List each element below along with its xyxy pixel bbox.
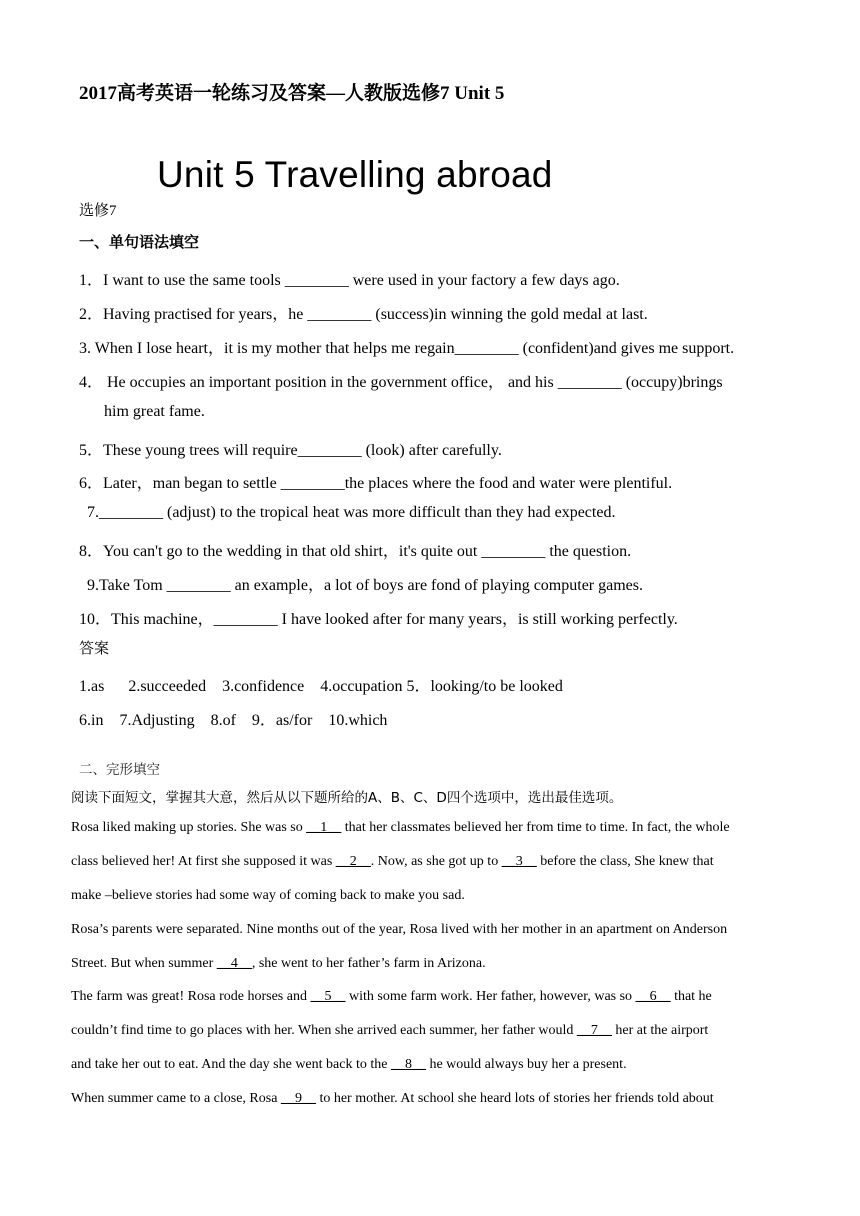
passage-text: Rosa liked making up stories. She was so — [71, 820, 307, 835]
passage-text: Street. But when summer — [71, 956, 217, 971]
question-line: 2．Having practised for years，he ________ (success)in winning the gold medal at last. — [79, 306, 648, 323]
cloze-blank: __8__ — [390, 1057, 426, 1072]
passage-text: Rosa’s parents were separated. Nine months out of the year, Rosa lived with her mother in an apartment on Anderson — [71, 922, 728, 937]
question-line: 5．These young trees will require________ (look) after carefully. — [79, 442, 502, 459]
passage-line — [71, 1023, 708, 1039]
document-title: 2017高考英语一轮练习及答案—人教版选修7 Unit 5 — [79, 83, 505, 104]
question-line: 9.Take Tom ________ an example，a lot of boys are fond of playing computer games. — [87, 577, 643, 594]
section1-heading: 一、单句语法填空 — [79, 233, 200, 251]
cloze-blank: __3__ — [501, 854, 537, 869]
passage-text: that he — [670, 989, 712, 1004]
section2-heading: 二、完形填空 — [79, 762, 160, 778]
question-line: 3. When I lose heart，it is my mother that helps me regain________ (confident)and gives me support. — [79, 340, 735, 357]
cloze-blank: __2__ — [335, 854, 371, 869]
cloze-blank: __5__ — [310, 989, 346, 1004]
question-line: 10．This machine，________ I have looked after for many years，is still working perfectly. — [79, 611, 678, 628]
passage-line — [71, 820, 730, 836]
question-line-continued: him great fame. — [104, 403, 205, 420]
cloze-blank: __6__ — [635, 989, 671, 1004]
subtitle-label: 选修7 — [79, 203, 117, 219]
passage-line — [71, 854, 714, 870]
passage-text: and take her out to eat. And the day she went back to the — [71, 1057, 391, 1072]
unit-banner: Unit 5 Travelling abroad — [157, 154, 553, 195]
passage-text: When summer came to a close, Rosa — [71, 1091, 281, 1106]
passage-text: that her classmates believed her from time to time. In fact, the whole — [341, 820, 730, 835]
passage-text: The farm was great! Rosa rode horses and — [71, 989, 311, 1004]
section2-instruction: 阅读下面短文，掌握其大意，然后从以下题所给的A、B、C、D四个选项中，选出最佳选项。 — [71, 790, 623, 806]
passage-text: couldn’t find time to go places with her. When she arrived each summer, her father would — [71, 1023, 577, 1038]
passage-text: . Now, as she got up to — [370, 854, 502, 869]
cloze-blank: __7__ — [576, 1023, 612, 1038]
passage-text: make –believe stories had some way of coming back to make you sad. — [71, 888, 465, 903]
passage-line — [71, 956, 486, 972]
answers-line: 1.as 2.succeeded 3.confidence 4.occupation 5．looking/to be looked — [79, 678, 563, 695]
passage-line — [71, 1091, 714, 1107]
passage-line — [71, 888, 465, 904]
passage-text: class believed her! At first she supposed it was — [71, 854, 336, 869]
question-line: 4． He occupies an important position in the government office， and his ________ (occupy)brings — [79, 374, 723, 391]
answers-heading: 答案 — [79, 639, 110, 657]
passage-line — [71, 989, 712, 1005]
passage-text: he would always buy her a present. — [425, 1057, 627, 1072]
cloze-blank: __9__ — [280, 1091, 316, 1106]
passage-line — [71, 922, 727, 938]
passage-text: , she went to her father’s farm in Arizona. — [251, 956, 486, 971]
question-line: 7.________ (adjust) to the tropical heat was more difficult than they had expected. — [87, 504, 616, 521]
answers-line: 6.in 7.Adjusting 8.of 9．as/for 10.which — [79, 712, 388, 729]
question-line: 1．I want to use the same tools ________ were used in your factory a few days ago. — [79, 272, 620, 289]
passage-text: her at the airport — [611, 1023, 709, 1038]
passage-line — [71, 1057, 627, 1073]
question-line: 8．You can't go to the wedding in that old shirt，it's quite out ________ the question. — [79, 543, 632, 560]
passage-text: before the class, She knew that — [536, 854, 714, 869]
passage-text: with some farm work. Her father, however, was so — [345, 989, 636, 1004]
cloze-blank: __1__ — [306, 820, 342, 835]
passage-text: to her mother. At school she heard lots of stories her friends told about — [315, 1091, 714, 1106]
question-line: 6．Later，man began to settle ________the places where the food and water were plentiful. — [79, 475, 673, 492]
cloze-blank: __4__ — [216, 956, 252, 971]
